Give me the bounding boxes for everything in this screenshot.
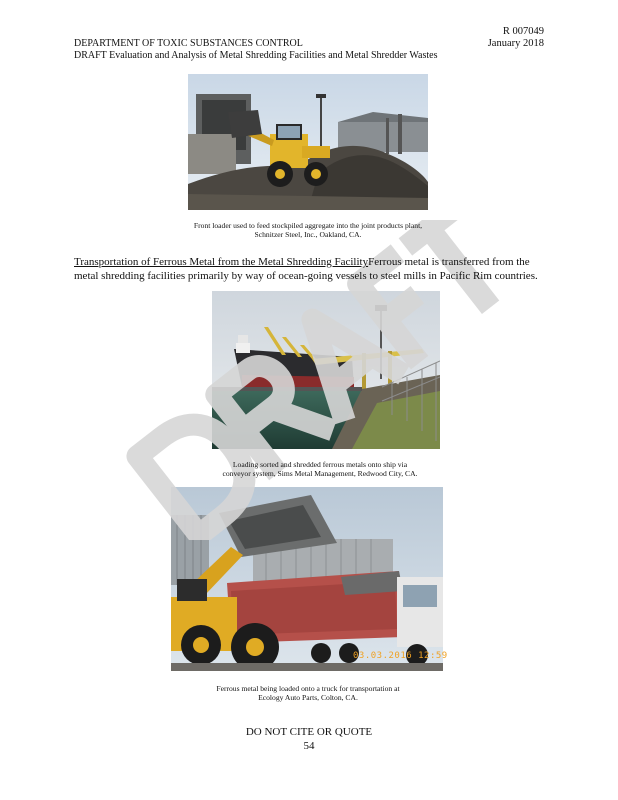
section-paragraph bbox=[74, 255, 546, 283]
section-body-line1: Ferrous metal is transferred from the bbox=[368, 256, 530, 268]
document-title: DRAFT Evaluation and Analysis of Metal Shredding Facilities and Metal Shredder Wastes bbox=[74, 50, 438, 61]
department-name: DEPARTMENT OF TOXIC SUBSTANCES CONTROL bbox=[74, 38, 303, 49]
page-number: 54 bbox=[303, 740, 315, 752]
document-number: R 007049 bbox=[502, 26, 544, 37]
photo-ship-loading bbox=[212, 291, 440, 449]
figure-2-caption-line1: Loading sorted and shredded ferrous metals onto ship via bbox=[232, 460, 408, 469]
figure-3-caption-line1: Ferrous metal being loaded onto a truck for transportation at bbox=[216, 684, 400, 693]
figure-1-caption bbox=[150, 221, 466, 239]
section-body-line2: metal shredding facilities primarily by way of ocean-going vessels to steel mills in Pacific Rim countries. bbox=[74, 270, 538, 282]
figure-1-caption-line2: Schnitzer Steel, Inc., Oakland, CA. bbox=[254, 230, 362, 239]
footer-notice: DO NOT CITE OR QUOTE bbox=[245, 726, 373, 738]
figure-1-caption-line1: Front loader used to feed stockpiled aggregate into the joint products plant, bbox=[193, 221, 423, 230]
figure-2-caption bbox=[170, 460, 470, 478]
front-loader-image bbox=[188, 74, 428, 210]
section-heading: Transportation of Ferrous Metal from the Metal Shredding Facility bbox=[74, 256, 369, 268]
header-right bbox=[488, 26, 544, 50]
header-left bbox=[74, 38, 438, 62]
figure-3-caption-line2: Ecology Auto Parts, Colton, CA. bbox=[258, 693, 358, 702]
figure-2-caption-line2: conveyor system, Sims Metal Management, Redwood City, CA. bbox=[222, 469, 418, 478]
photo-truck-loading bbox=[171, 487, 443, 671]
figure-3-caption bbox=[158, 684, 458, 702]
document-date: January 2018 bbox=[487, 38, 544, 49]
photo-timestamp: 03.03.2016 12:59 bbox=[353, 651, 448, 661]
ship-loading-image bbox=[212, 291, 440, 449]
photo-front-loader bbox=[188, 74, 428, 210]
truck-loading-image bbox=[171, 487, 443, 671]
